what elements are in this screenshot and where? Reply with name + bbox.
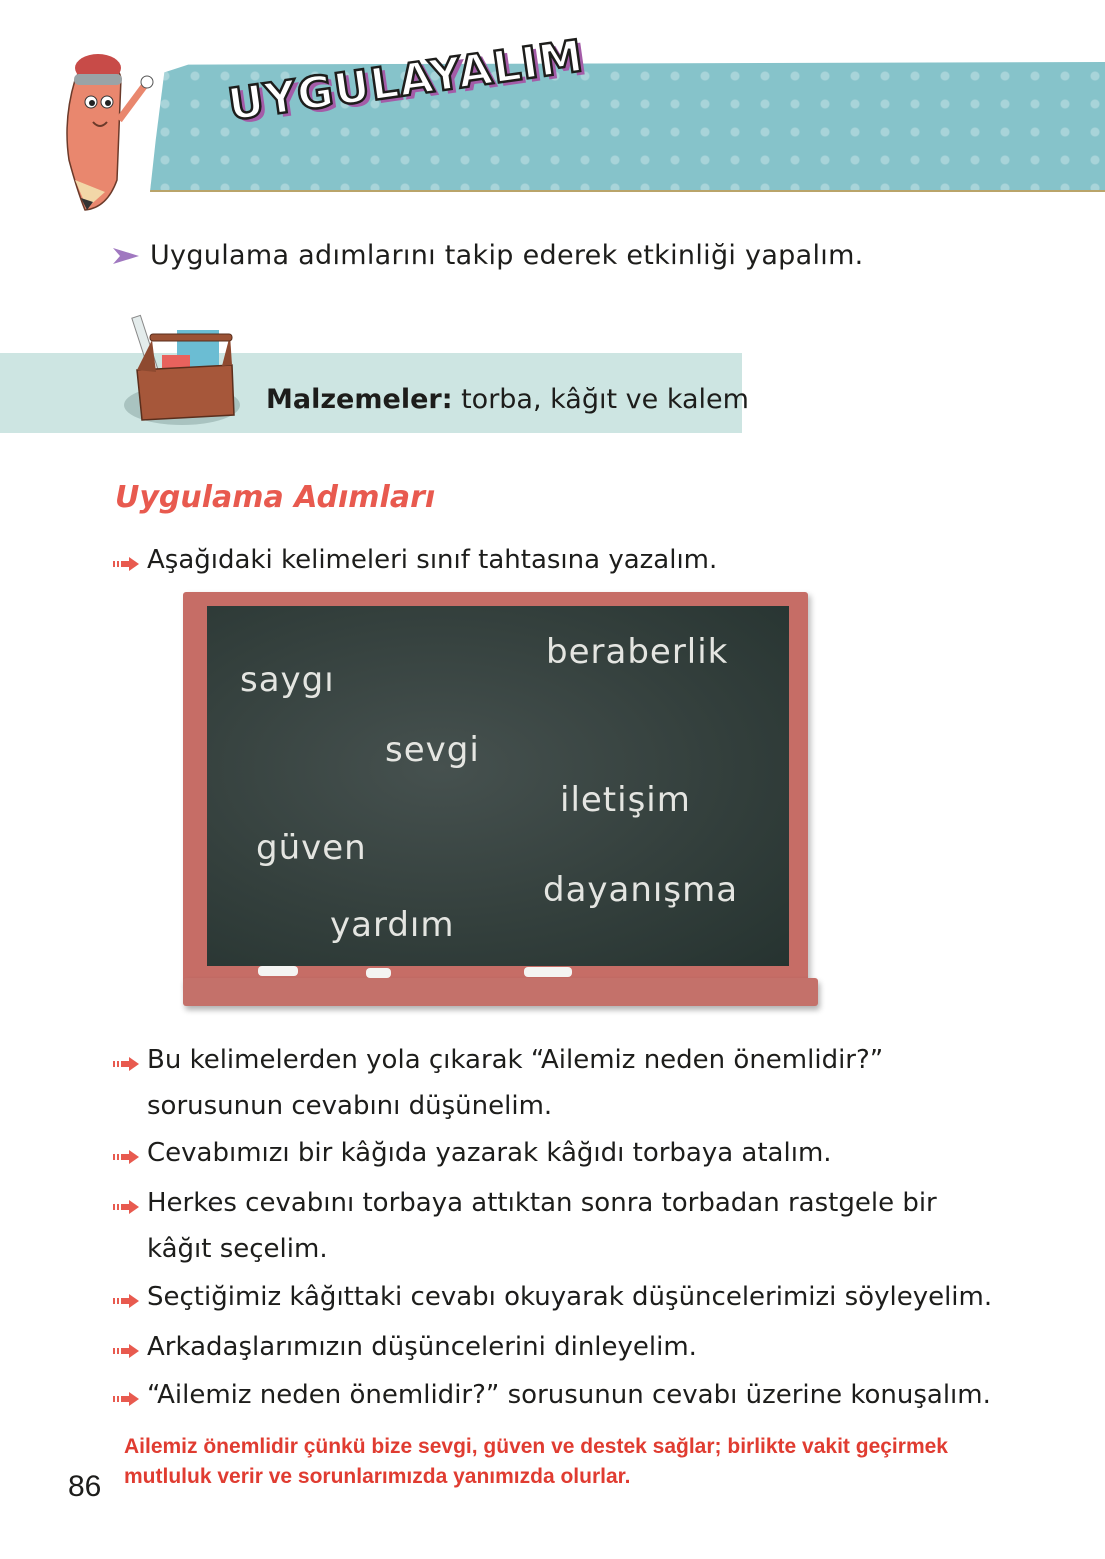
chalk-piece — [258, 966, 298, 976]
step-text: Aşağıdaki kelimeleri sınıf tahtasına yazalım. — [147, 545, 718, 575]
step-text: Cevabımızı bir kâğıda yazarak kâğıdı torbaya atalım. — [147, 1138, 832, 1168]
banner-title: UYGULAYALIM — [224, 30, 587, 131]
chalk-word: saygı — [240, 660, 335, 700]
materials-line — [266, 384, 749, 415]
materials-value: torba, kâğıt ve kalem — [452, 384, 749, 415]
intro-text: Uygulama adımlarını takip ederek etkinliği yapalım. — [150, 240, 864, 271]
chalk-word: beraberlik — [546, 632, 729, 672]
answer-text: Ailemiz önemlidir çünkü bize sevgi, güven ve destek sağlar; birlikte vakit geçirmek mutluluk verir ve sorunlarımızda yanımızda olurlar. — [124, 1435, 948, 1488]
section-title: Uygulama Adımları — [115, 480, 436, 515]
step-item — [113, 1332, 1007, 1370]
step-item — [113, 1380, 1007, 1418]
step-item — [113, 1282, 1007, 1320]
step-text: Seçtiğimiz kâğıttaki cevabı okuyarak düşüncelerimizi söyleyelim. — [147, 1282, 993, 1312]
step-text: “Ailemiz neden önemlidir?” sorusunun cevabı üzerine konuşalım. — [147, 1380, 991, 1410]
step-item — [113, 1188, 1007, 1272]
chalk-word: dayanışma — [543, 870, 739, 910]
chalk-word: güven — [256, 828, 367, 868]
arrow-right-icon — [112, 247, 140, 265]
arrow-bullet-icon — [113, 1150, 139, 1164]
step-item — [113, 1138, 1007, 1176]
arrow-bullet-icon — [113, 1057, 139, 1071]
step-item — [113, 1045, 1007, 1129]
step-text: Bu kelimelerden yola çıkarak “Ailemiz neden önemlidir?” sorusunun cevabını düşünelim. — [147, 1045, 884, 1121]
chalk-word: sevgi — [385, 730, 480, 770]
chalk-word: yardım — [330, 905, 455, 945]
chalk-word: iletişim — [560, 780, 691, 820]
intro-instruction — [112, 240, 864, 271]
chalk-piece — [524, 967, 572, 977]
step-text: Herkes cevabını torbaya attıktan sonra torbadan rastgele bir kâğıt seçelim. — [147, 1188, 937, 1264]
chalk-piece — [366, 968, 391, 978]
toolbox-icon — [122, 310, 252, 430]
arrow-bullet-icon — [113, 1392, 139, 1406]
arrow-bullet-icon — [113, 1294, 139, 1308]
pencil-mascot-icon — [55, 40, 165, 215]
arrow-bullet-icon — [113, 1200, 139, 1214]
step-item — [113, 545, 1007, 583]
step-text: Arkadaşlarımızın düşüncelerini dinleyelim. — [147, 1332, 697, 1362]
arrow-bullet-icon — [113, 557, 139, 571]
page-number: 86 — [68, 1470, 102, 1503]
chalkboard-ledge — [183, 978, 818, 1006]
materials-label: Malzemeler: — [266, 384, 453, 415]
arrow-bullet-icon — [113, 1344, 139, 1358]
